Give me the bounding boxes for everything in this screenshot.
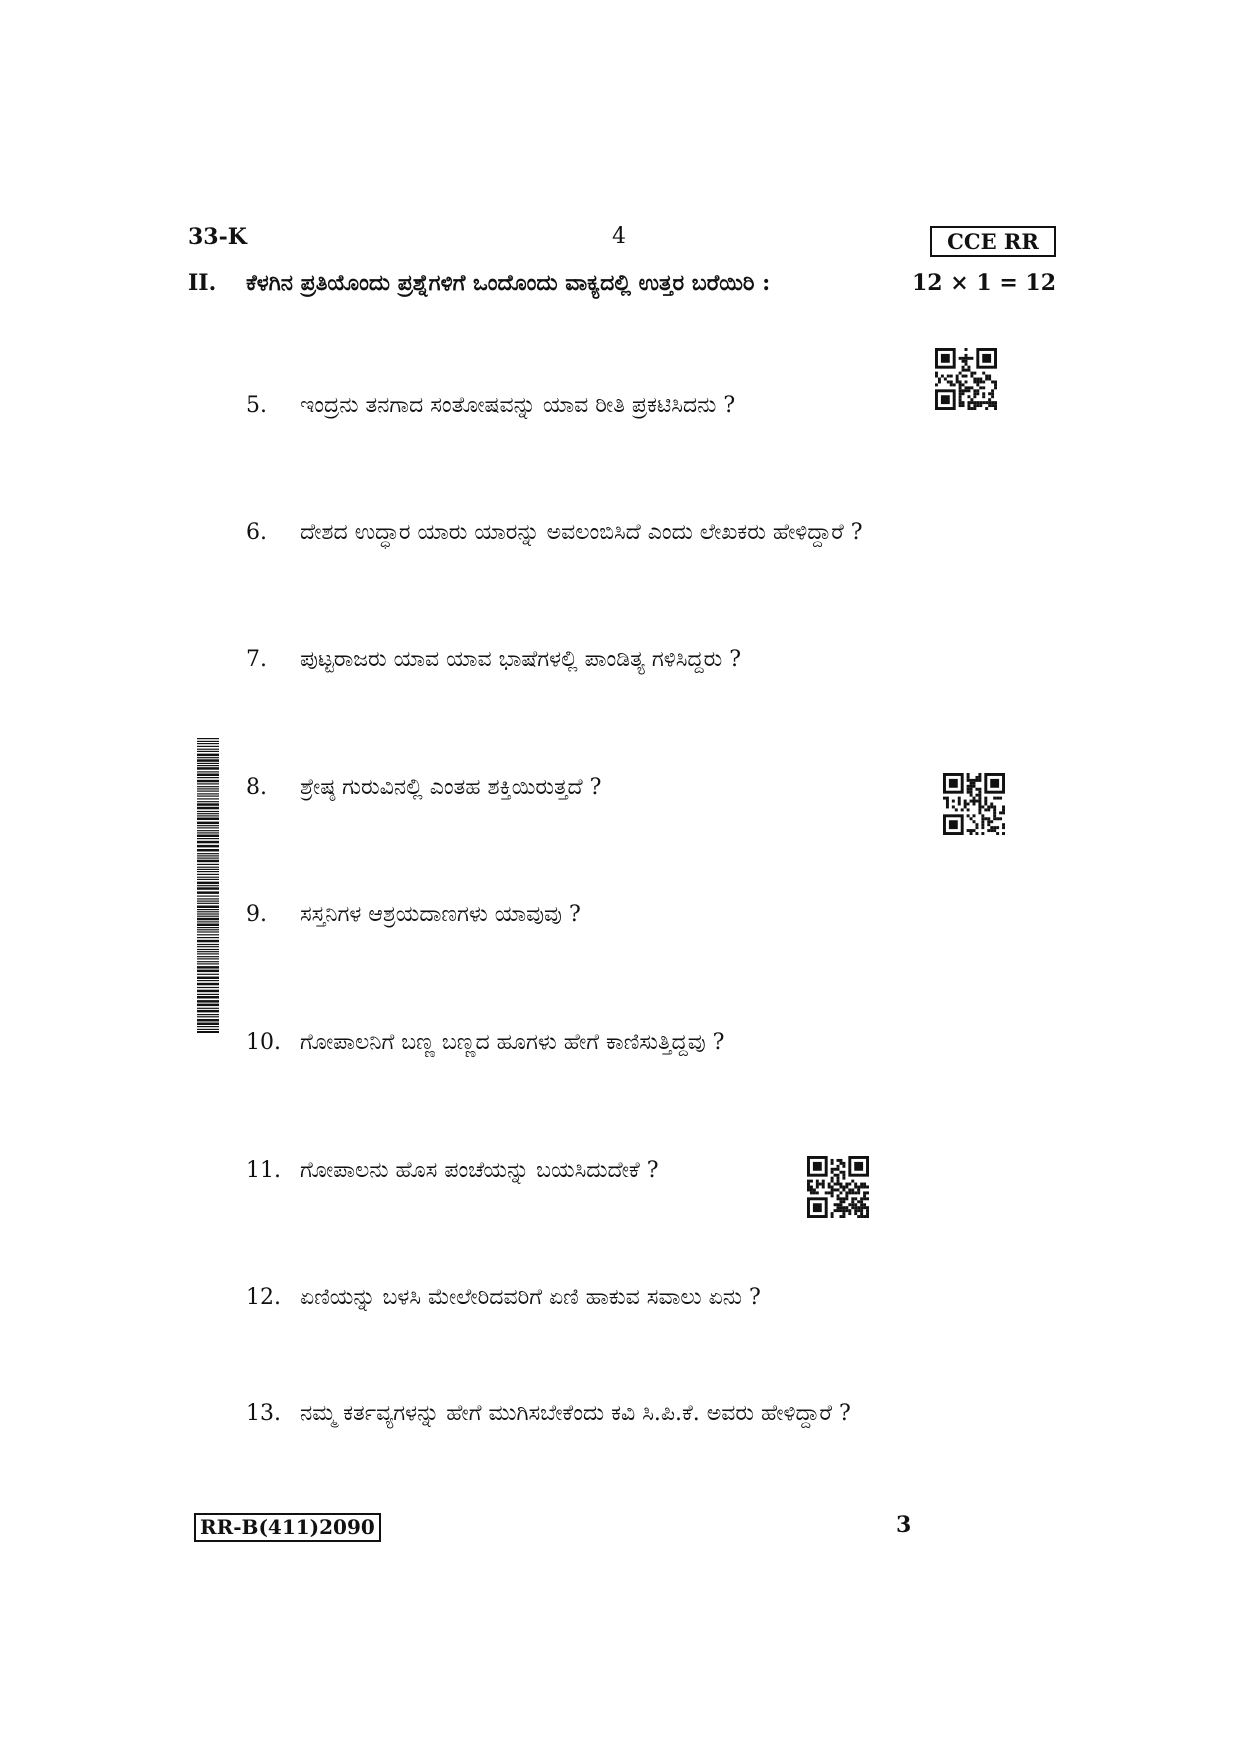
section-number: II. — [188, 270, 217, 296]
question-number: 12. — [246, 1285, 281, 1310]
paper-code: 33-K — [188, 224, 247, 250]
section-marks: 12 × 1 = 12 — [912, 270, 1057, 296]
question-text: ನಮ್ಮ ಕರ್ತವ್ಯಗಳನ್ನು ಹೇಗೆ ಮುಗಿಸಬೇಕೆಂದು ಕವಿ ಸಿ.ಪಿ.ಕೆ. ಅವರು ಹೇಳಿದ್ದಾರೆ ? — [300, 1401, 851, 1426]
question-number: 7. — [246, 647, 267, 672]
qr-code-icon — [935, 348, 997, 410]
question-text: ಸಸ್ತನಿಗಳ ಆಶ್ರಯದಾಣಗಳು ಯಾವುವು ? — [300, 902, 581, 927]
question-text: ಇಂದ್ರನು ತನಗಾದ ಸಂತೋಷವನ್ನು ಯಾವ ರೀತಿ ಪ್ರಕಟಿಸಿದನು ? — [300, 393, 736, 418]
question-number: 9. — [246, 902, 267, 927]
question-text: ಏಣಿಯನ್ನು ಬಳಸಿ ಮೇಲೇರಿದವರಿಗೆ ಏಣಿ ಹಾಕುವ ಸವಾಲು ಏನು ? — [300, 1285, 761, 1310]
question-number: 6. — [246, 520, 267, 545]
scheme-box: CCE RR — [930, 226, 1056, 257]
sheet-number: 3 — [896, 1512, 912, 1538]
question-text: ಗೋಪಾಲನಿಗೆ ಬಣ್ಣ ಬಣ್ಣದ ಹೂಗಳು ಹೇಗೆ ಕಾಣಿಸುತ್ತಿದ್ದವು ? — [300, 1030, 725, 1055]
question-number: 11. — [246, 1158, 281, 1183]
footer-code-box: RR-B(411)2090 — [194, 1513, 381, 1542]
question-number: 5. — [246, 393, 267, 418]
barcode-icon — [197, 738, 219, 1033]
question-text: ಪುಟ್ಟರಾಜರು ಯಾವ ಯಾವ ಭಾಷೆಗಳಲ್ಲಿ ಪಾಂಡಿತ್ಯ ಗಳಿಸಿದ್ದರು ? — [300, 647, 742, 672]
page-number: 4 — [612, 224, 626, 249]
qr-code-icon — [807, 1156, 869, 1218]
question-text: ಶ್ರೇಷ್ಠ ಗುರುವಿನಲ್ಲಿ ಎಂತಹ ಶಕ್ತಿಯಿರುತ್ತದೆ ? — [300, 775, 602, 800]
question-text: ದೇಶದ ಉದ್ಧಾರ ಯಾರು ಯಾರನ್ನು ಅವಲಂಬಿಸಿದೆ ಎಂದು ಲೇಖಕರು ಹೇಳಿದ್ದಾರೆ ? — [300, 520, 863, 545]
question-text: ಗೋಪಾಲನು ಹೊಸ ಪಂಚೆಯನ್ನು ಬಯಸಿದುದೇಕೆ ? — [300, 1158, 659, 1183]
question-number: 8. — [246, 775, 267, 800]
section-instruction: ಕೆಳಗಿನ ಪ್ರತಿಯೊಂದು ಪ್ರಶ್ನೆಗಳಿಗೆ ಒಂದೊಂದು ವಾಕ್ಯದಲ್ಲಿ ಉತ್ತರ ಬರೆಯಿರಿ : — [246, 270, 771, 296]
question-number: 10. — [246, 1030, 281, 1055]
qr-code-icon — [943, 773, 1005, 835]
question-number: 13. — [246, 1401, 281, 1426]
